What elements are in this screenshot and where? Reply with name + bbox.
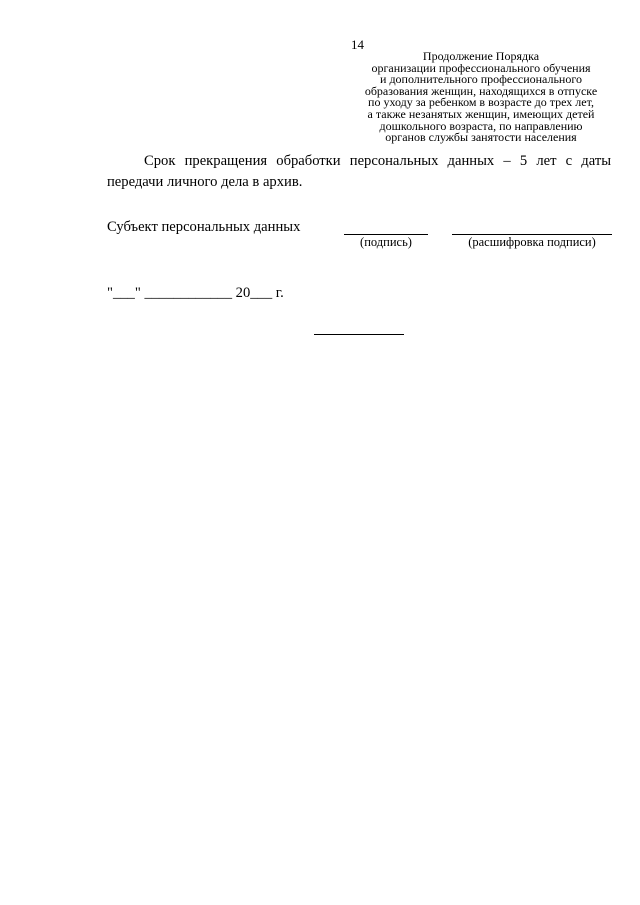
signature-caption: (подпись) (360, 235, 412, 249)
header-line: органов службы занятости населения (385, 130, 577, 145)
retention-paragraph-text: Срок прекращения обработки персональных данных – 5 лет с даты передачи личного дела в архив. (107, 153, 611, 190)
page-number: 14 (351, 37, 364, 52)
subject-label: Субъект персональных данных (107, 219, 301, 235)
header-line: организации профессионального обучения (371, 60, 591, 75)
header-line: по уходу за ребенком в возрасте до трех лет, (368, 95, 594, 110)
header-line: и дополнительного профессионального (380, 72, 582, 87)
header-line: образования женщин, находящихся в отпуске (364, 83, 598, 98)
date-line: "___" ____________ 20___ г. (107, 285, 284, 301)
transcript-caption: (расшифровка подписи) (468, 235, 596, 249)
header-line: Продолжение Порядка (422, 49, 540, 63)
retention-paragraph (107, 151, 611, 193)
bottom-rule (314, 334, 404, 335)
header-line: дошкольного возраста, по направлению (379, 118, 583, 133)
header-line: а также незанятых женщин, имеющих детей (367, 106, 595, 121)
header-block (350, 51, 612, 144)
